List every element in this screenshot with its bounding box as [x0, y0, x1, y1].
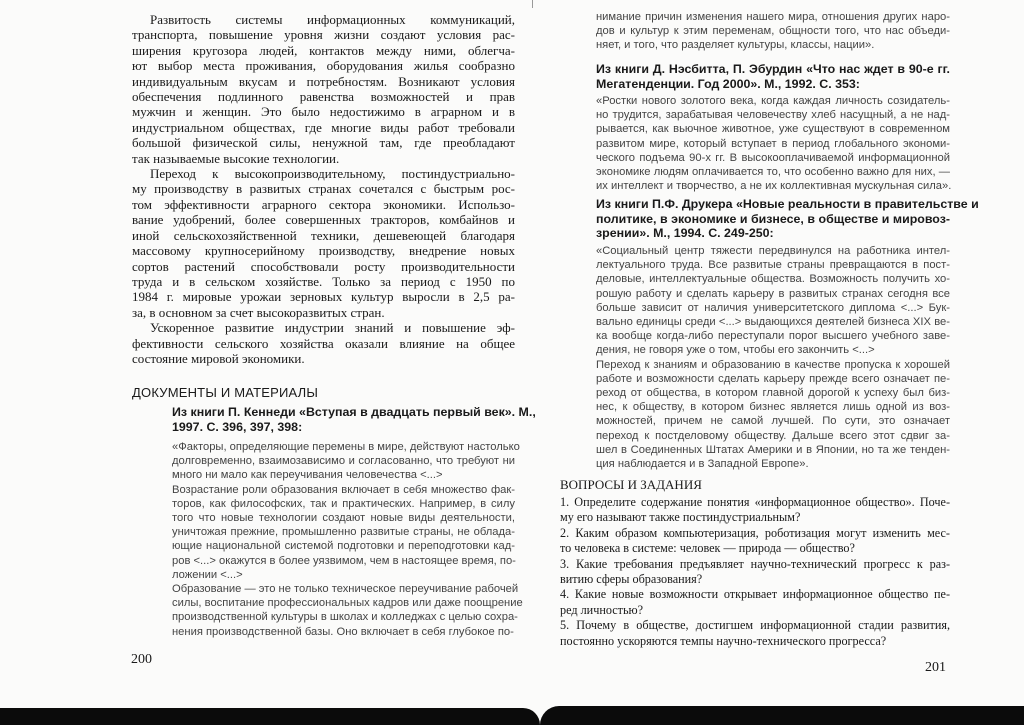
questions-list [560, 495, 950, 649]
text-line: но трудится, зарабатывая человечеству хлеб насущный, а не над- [596, 109, 950, 122]
text-line: нения производственной базы. Оно включает в себя глубокое по- [172, 625, 514, 638]
paragraph [132, 320, 515, 366]
paragraph [132, 166, 515, 320]
text-line: иной сельскохозяйственной техники, дешевеющей благодаря [132, 227, 515, 243]
text-line: зрении». М., 1994. С. 249-250: [596, 226, 774, 241]
text-line: производственной культуры в школах и колледжах с целью сохра- [172, 611, 518, 624]
text-line: массовому крупносерийному производству, внедрение новых [132, 243, 515, 259]
text-line: нес, к обществу, в котором бизнес является лишь одной из воз- [596, 401, 950, 414]
text-line: «Ростки нового золотого века, когда каждая личность созидатель- [596, 95, 950, 107]
text-line: шел в Соединенных Штатах Америки и в Японии, но та же тенден- [596, 443, 950, 456]
text-line: нимание причин изменения нашего мира, отношения других наро- [596, 11, 950, 23]
text-line: ред личностью? [560, 602, 644, 617]
paragraph [172, 483, 515, 582]
section-heading-questions: ВОПРОСЫ И ЗАДАНИЯ [560, 477, 702, 492]
text-line: рывается, как вьючное животное, уже существуют в современном [596, 123, 950, 136]
text-line: ложении <...> [172, 568, 243, 581]
scan-edge-shadow-left [0, 708, 540, 725]
paragraph [172, 582, 523, 639]
text-line: политике, в экономике и бизнесе, в обществе и мировоз- [596, 211, 950, 226]
drucker-quote [596, 244, 950, 471]
page-number-left: 200 [131, 652, 152, 667]
text-line: Ускоренное развитие индустрии знаний и повышение эф- [150, 320, 515, 336]
text-line: Мегатенденции. Год 2000». М., 1992. С. 353: [596, 76, 860, 91]
paragraph [172, 440, 520, 483]
source-heading-kennedy [172, 405, 536, 434]
text-line: фективности сельского хозяйства оказали влияние на общее [132, 335, 515, 351]
text-line: Из книги П. Кеннеди «Вступая в двадцать первый век». М., [172, 405, 536, 419]
text-line: ют выбор места проживания, оборудования жилья сообразно [132, 58, 515, 74]
section-heading-documents: ДОКУМЕНТЫ И МАТЕРИАЛЫ [132, 385, 319, 400]
text-line: няет, и того, что разделяет культуры, классы, нации». [596, 39, 875, 52]
kennedy-quote [172, 440, 523, 639]
text-line: работе и возможности сделать карьеру прежде всего означает пе- [596, 372, 950, 385]
question-item [560, 495, 950, 526]
text-line: 2. Каким образом компьютеризация, роботизация могут изменить мес- [560, 525, 950, 540]
text-line: за, в основном за счет высокоразвитых стран. [132, 304, 385, 320]
continued-quote [596, 10, 950, 53]
text-line: ширения кругозора людей, контактов между ними, облегча- [132, 42, 515, 58]
text-line: вально единицы среди <...> выдающихся деятелей бизнеса XIX ве- [596, 316, 950, 329]
question-item [560, 557, 950, 588]
text-line: обеспечения подлинного равенства возможностей и прав [132, 89, 515, 105]
text-line: реход от общества, в котором главной дорогой к успеху был биз- [596, 387, 950, 400]
gutter-mark [532, 0, 536, 8]
question-item [560, 618, 950, 649]
text-line: Переход к высокопроизводительному, постиндустриально- [150, 166, 515, 182]
text-line: Из книги Д. Нэсбитта, П. Эбурдин «Что нас ждет в 90-е гг. [596, 62, 950, 76]
text-line: постоянно ускоряются темпы научно-технического прогресса? [560, 633, 887, 648]
naisbitt-quote [596, 94, 950, 193]
text-line: их интеллект и творчество, а не их коллективная мускульная сила». [596, 180, 952, 193]
text-line: мужчин и женщин. Это было недостижимо в аграрном и в [132, 104, 515, 120]
question-item [560, 526, 950, 557]
text-line: ющие национальной системой подготовки и переподготовки кад- [172, 540, 515, 553]
text-line: ка вообще когда-либо переступали порог высшего учебного заве- [596, 330, 950, 343]
text-line: дения, не говоря уже о том, чтобы его закончить <...> [596, 344, 875, 357]
text-line: дов и культур к этим переменам, общности того, что нас объеди- [596, 25, 950, 38]
text-line: переход к постделовому обществу. Дальше всего этот сдвиг за- [596, 429, 950, 442]
text-line: му его называют также постиндустриальным? [560, 510, 801, 525]
text-line: деловые, интеллектуальные общества. Возможность получить хо- [596, 273, 950, 286]
text-line: 1. Определите содержание понятия «информационное общество». Поче- [560, 495, 950, 509]
text-line: развитом мире, который вступает в период глобального экономи- [596, 137, 950, 150]
text-line: 1984 г. мировые урожаи зерновых культур выросли в 2,5 ра- [132, 289, 515, 305]
text-line: ческого подъема 90-х гг. В высокооплачиваемой информационной [596, 151, 950, 164]
text-line: торов, как философских, так и практических. Например, в силу [172, 497, 515, 510]
text-line: уничтожая прежние, промышленно развитые страны, не облада- [172, 526, 515, 539]
text-line: «Факторы, определяющие перемены в мире, действуют настолько [172, 441, 520, 453]
text-line: рошую работу и сделать карьеру в развитых странах сегодня все [596, 287, 950, 300]
text-line: индустриальном обществах, где многие виды работ требовали [132, 119, 515, 135]
text-line: так называемые высокие технологии. [132, 150, 340, 166]
text-line: 1997. С. 396, 397, 398: [172, 419, 303, 434]
text-line: долговременно, взаимозависимо и согласованно, что требуют ни [172, 455, 515, 468]
text-line: больше зависит от наличия университетского диплома <...> Бук- [596, 301, 950, 314]
source-heading-drucker [596, 197, 979, 241]
text-line: то человека в системе: человек — природа — общество? [560, 541, 855, 556]
text-line: Из книги П.Ф. Друкера «Новые реальности в правительстве и [596, 197, 979, 211]
text-line: силы, воспитание профессиональных кадров или даже поощрение [172, 597, 523, 610]
text-line: большой физической силы, ненужной там, где преобладают [132, 135, 515, 151]
left-body-text [132, 12, 515, 366]
text-line: ров <...> окажутся в более уязвимом, чем в настоящее время, по- [172, 554, 516, 567]
text-line: 5. Почему в обществе, достигшем информационной стадии развития, [560, 618, 950, 633]
text-line: труда и в сельском хозяйстве. Только за период с 1950 по [132, 273, 515, 289]
text-line: состояние мировой экономики. [132, 350, 305, 366]
text-line: транспорта, повышение уровня жизни создают условия рас- [132, 27, 515, 43]
text-line: много ни мало как переучивания человечества <...> [172, 469, 443, 482]
page-number-right: 201 [925, 660, 946, 675]
text-line: экономике людям оплачивается то, что особенно важно для них, — [596, 166, 950, 179]
text-line: сортов растений способствовали росту производительности [132, 258, 515, 274]
text-line: вание удобрений, более совершенных тракторов, комбайнов и [132, 212, 515, 228]
scan-edge-shadow-right [540, 706, 1024, 725]
text-line: витию сферы образования? [560, 572, 703, 587]
text-line: Переход к знаниям и образованию в качестве пропуска к хорошей [596, 358, 950, 371]
paragraph [132, 12, 515, 166]
source-heading-naisbitt [596, 62, 950, 91]
text-line: «Социальный центр тяжести передвинулся на работника интел- [596, 245, 950, 257]
text-line: том эффективности аграрного сектора экономики. Использо- [132, 196, 515, 212]
paragraph [596, 244, 950, 358]
paragraph [596, 358, 950, 472]
text-line: ция наблюдается и в Западной Европе». [596, 458, 809, 471]
text-line: индивидуальным вкусам и потребностям. Возникают условия [132, 73, 515, 89]
text-line: Возрастание роли образования включает в себя множество фак- [172, 483, 515, 496]
text-line: можностей, причем не самой лучшей. По сути, это означает [596, 415, 950, 428]
text-line: Образование — это не только техническое переучивание рабочей [172, 583, 519, 596]
text-line: лектуального труда. Все развитые страны превращаются в пост- [596, 259, 950, 272]
text-line: того что новые технологии создают новые виды деятельности, [172, 512, 515, 525]
text-line: му производству в развитых странах сочетался с быстрым рос- [132, 181, 515, 197]
question-item [560, 587, 950, 618]
text-line: 4. Какие новые возможности открывает информационное общество пе- [560, 587, 950, 602]
text-line: 3. Какие требования предъявляет научно-технический прогресс к раз- [560, 556, 950, 571]
text-line: Развитость системы информационных коммуникаций, [150, 12, 515, 27]
